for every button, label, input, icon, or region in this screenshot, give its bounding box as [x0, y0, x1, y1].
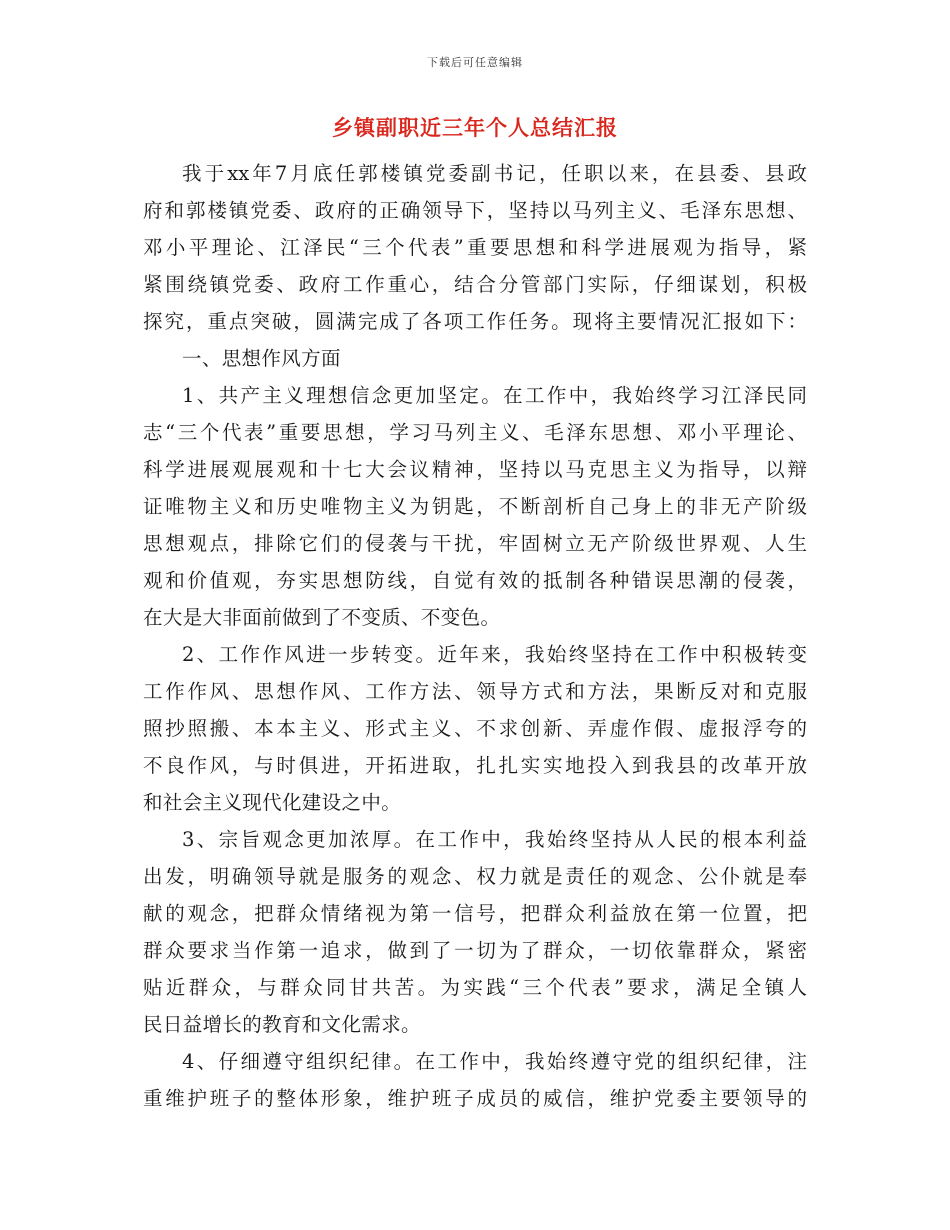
text-line: 探究，重点突破，圆满完成了各项工作任务。现将主要情况汇报如下： — [143, 310, 807, 333]
text-line: 和社会主义现代化建设之中。 — [143, 791, 402, 814]
text-line: 我于xx年7月底任郭楼镇党委副书记，任职以来，在县委、县政 — [182, 162, 807, 185]
text-line: 工作作风、思想作风、工作方法、领导方式和方法，果断反对和克服 — [143, 680, 807, 703]
text-line: 献的观念，把群众情绪视为第一信号，把群众利益放在第一位置，把 — [143, 902, 807, 925]
document-body — [143, 155, 807, 1117]
page-header-note: 下载后可任意编辑 — [427, 56, 523, 69]
text-line: 一、思想作风方面 — [182, 347, 341, 370]
text-line: 观和价值观，夯实思想防线，自觉有效的抵制各种错误思潮的侵袭， — [143, 569, 807, 592]
text-line: 紧围绕镇党委、政府工作重心，结合分管部门实际，仔细谋划，积极 — [143, 273, 807, 296]
text-line: 科学进展观展观和十七大会议精神，坚持以马克思主义为指导，以辩 — [143, 458, 807, 481]
text-line: 1、共产主义理想信念更加坚定。在工作中，我始终学习江泽民同 — [182, 384, 807, 407]
document-title: 乡镇副职近三年个人总结汇报 — [332, 115, 618, 140]
text-line: 4、仔细遵守组织纪律。在工作中，我始终遵守党的组织纪律，注 — [182, 1050, 807, 1073]
text-line: 不良作风，与时俱进，开拓进取，扎扎实实地投入到我县的改革开放 — [143, 754, 807, 777]
text-line: 照抄照搬、本本主义、形式主义、不求创新、弄虚作假、虚报浮夸的 — [143, 717, 807, 740]
text-line: 出发，明确领导就是服务的观念、权力就是责任的观念、公仆就是奉 — [143, 865, 807, 888]
text-line: 3、宗旨观念更加浓厚。在工作中，我始终坚持从人民的根本利益 — [182, 828, 807, 851]
text-line: 贴近群众，与群众同甘共苦。为实践“三个代表”要求，满足全镇人 — [143, 976, 807, 999]
text-line: 在大是大非面前做到了不变质、不变色。 — [143, 606, 501, 629]
text-line: 群众要求当作第一追求，做到了一切为了群众，一切依靠群众，紧密 — [143, 939, 807, 962]
text-line: 重维护班子的整体形象，维护班子成员的威信，维护党委主要领导的 — [143, 1087, 807, 1110]
text-line: 志“三个代表”重要思想，学习马列主义、毛泽东思想、邓小平理论、 — [143, 421, 807, 444]
text-line: 民日益增长的教育和文化需求。 — [143, 1013, 421, 1036]
text-line: 2、工作作风进一步转变。近年来，我始终坚持在工作中积极转变 — [182, 643, 807, 666]
text-line: 府和郭楼镇党委、政府的正确领导下，坚持以马列主义、毛泽东思想、 — [143, 199, 807, 222]
text-line: 邓小平理论、江泽民“三个代表”重要思想和科学进展观为指导，紧 — [143, 236, 807, 259]
text-line: 思想观点，排除它们的侵袭与干扰，牢固树立无产阶级世界观、人生 — [143, 532, 807, 555]
text-line: 证唯物主义和历史唯物主义为钥匙，不断剖析自己身上的非无产阶级 — [143, 495, 807, 518]
